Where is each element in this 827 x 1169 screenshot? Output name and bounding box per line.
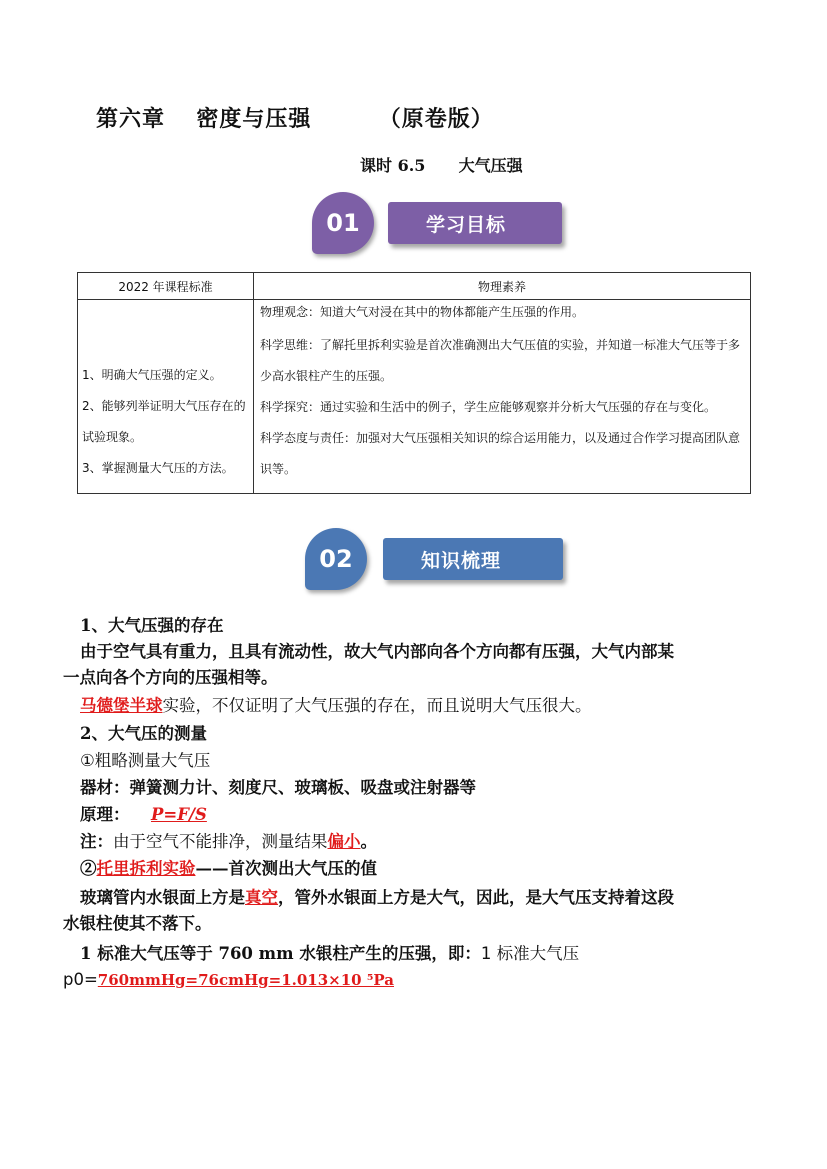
paragraph-line: 一点向各个方向的压强相等。 [63, 668, 278, 687]
heading-existence: 1、大气压强的存在 [80, 616, 224, 635]
torricelli-prefix: ② [80, 859, 97, 878]
vacuum-post: ，管外水银面上方是大气，因此，是大气压支持着这段 [278, 888, 674, 907]
standards-cell [78, 300, 254, 494]
table-row [78, 300, 751, 494]
standard-pressure-unit: 1 标准大气压 [480, 944, 580, 963]
literacy-item: 科学思维：了解托里拆利实验是首次准确测出大气压值的实验，并知道一标准大气压等于多少高水银柱产生的压强。 [260, 338, 741, 383]
literacy-item: 物理观念：知道大气对浸在其中的物体都能产生压强的作用。 [260, 305, 585, 319]
literacy-item: 科学态度与责任：加强对大气压强相关知识的综合运用能力，以及通过合作学习提高团队意识等。 [260, 431, 741, 476]
p0-line [63, 966, 394, 994]
answer-magdeburg: 马德堡半球 [80, 696, 163, 715]
magdeburg-text: 实验，不仅证明了大气压强的存在，而且说明大气压很大。 [162, 696, 592, 715]
section-number-circle [312, 192, 374, 254]
standard-pressure-text: 1 标准大气压等于 760 mm 水银柱产生的压强，即： [80, 944, 481, 963]
vacuum-pre: 玻璃管内水银面上方是 [80, 888, 245, 907]
torricelli-line [80, 855, 377, 882]
standard-pressure-line [80, 940, 579, 967]
torricelli-text: ——首次测出大气压的值 [195, 859, 377, 878]
chapter-name: 密度与压强 [196, 106, 312, 132]
lesson-number: 课时 6.5 [360, 156, 426, 175]
note-line [80, 828, 377, 855]
answer-vacuum: 真空 [245, 888, 278, 907]
literacy-cell [254, 300, 751, 494]
heading-measurement: 2、大气压的测量 [80, 724, 207, 743]
note-text: 由于空气不能排净，测量结果 [113, 832, 328, 851]
subheading-rough: ①粗略测量大气压 [80, 751, 211, 770]
answer-torricelli: 托里拆利实验 [96, 859, 196, 878]
standard-item: 1、明确大气压强的定义。 [82, 368, 222, 382]
equipment-line: 器材：弹簧测力计、刻度尺、玻璃板、吸盘或注射器等 [80, 778, 476, 797]
paragraph-line: 水银柱使其不落下。 [63, 914, 212, 933]
note-label: 注： [80, 832, 113, 851]
standards-table [77, 272, 751, 494]
table-header-row [78, 273, 751, 300]
section-number: 02 [319, 545, 353, 573]
answer-smaller: 偏小 [327, 832, 361, 851]
edition-label: （原卷版） [378, 106, 494, 132]
section-title: 知识梳理 [421, 549, 502, 572]
principle-line [80, 801, 207, 828]
section-title-bar [383, 538, 563, 580]
lesson-title [360, 153, 523, 176]
table-header-literacy: 物理素养 [254, 273, 751, 300]
note-end: 。 [360, 832, 377, 851]
section-number: 01 [326, 209, 360, 237]
p0-label: p0= [63, 970, 98, 989]
answer-principle: P=F/S [151, 805, 207, 824]
paragraph-line: 由于空气具有重力，且具有流动性，故大气内部向各个方向都有压强，大气内部某 [80, 642, 674, 661]
section-number-circle [305, 528, 367, 590]
answer-p0: 760mmHg=76cmHg=1.013×10 ⁵Pa [97, 971, 394, 989]
literacy-item: 科学探究：通过实验和生活中的例子，学生应能够观察并分析大气压强的存在与变化。 [260, 400, 717, 414]
standard-item: 3、掌握测量大气压的方法。 [82, 461, 234, 475]
standard-item: 2、能够列举证明大气压存在的试验现象。 [82, 399, 246, 444]
vacuum-line [80, 884, 674, 911]
section-badge-learning-goals [312, 190, 572, 260]
section-title: 学习目标 [426, 213, 507, 236]
table-header-standard: 2022 年课程标准 [78, 273, 254, 300]
chapter-number: 第六章 [96, 106, 166, 132]
principle-label: 原理： [80, 805, 130, 824]
lesson-name: 大气压强 [458, 156, 523, 175]
magdeburg-line [80, 692, 592, 719]
section-badge-knowledge-review [305, 528, 575, 598]
chapter-title [96, 102, 494, 133]
section-title-bar [388, 202, 562, 244]
